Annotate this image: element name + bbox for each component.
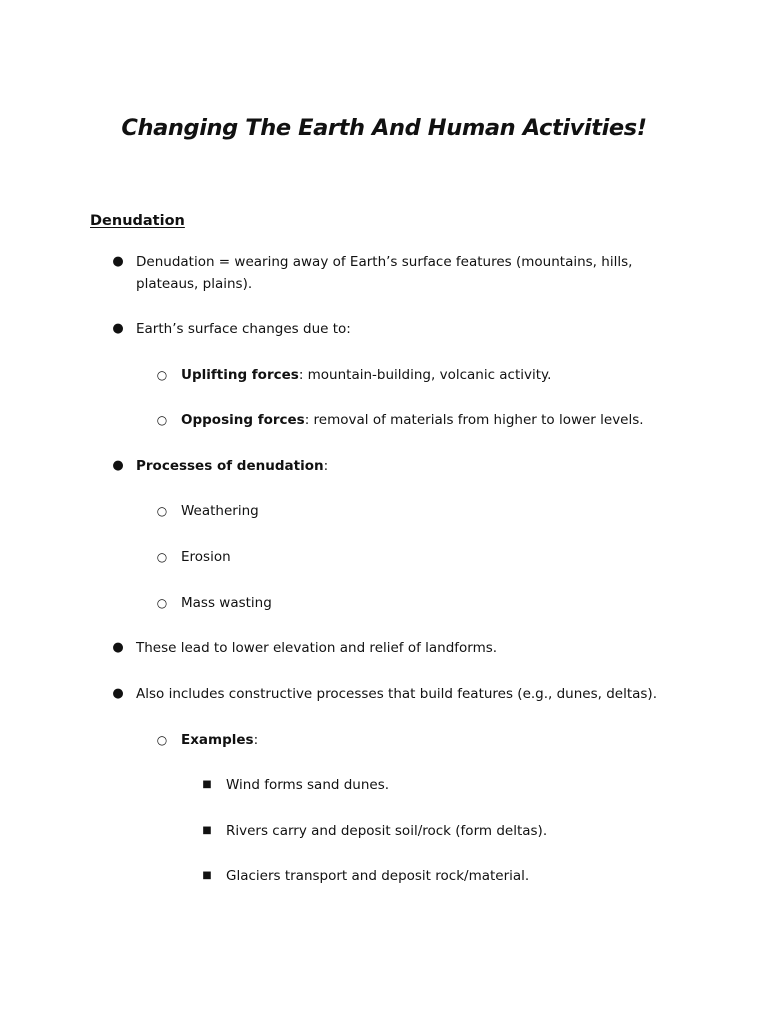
sub-sub-bullet-marker: ■ bbox=[202, 870, 212, 881]
sub-sub-bullet-marker: ■ bbox=[202, 779, 212, 790]
bullet-marker: ● bbox=[112, 458, 124, 473]
sub-bullet-marker: ○ bbox=[156, 413, 168, 427]
term-description: : bbox=[323, 458, 329, 474]
list-item: Rivers carry and deposit soil/rock (form deltas). bbox=[226, 823, 548, 839]
bullet-marker: ● bbox=[112, 640, 124, 655]
sub-bullet-marker: ○ bbox=[156, 368, 168, 382]
list-item: Denudation = wearing away of Earth’s surface features (mountains, hills, plateaus, plains). bbox=[136, 254, 633, 292]
section-heading: Denudation bbox=[90, 213, 185, 229]
sub-sub-bullet-marker: ■ bbox=[202, 825, 212, 836]
sub-bullet-marker: ○ bbox=[156, 550, 168, 564]
term-label: Examples bbox=[181, 732, 254, 748]
term-description: : bbox=[253, 732, 259, 748]
list-item bbox=[181, 729, 258, 751]
list-item: Earth’s surface changes due to: bbox=[136, 321, 351, 337]
list-item bbox=[136, 455, 328, 477]
list-item bbox=[181, 409, 644, 431]
term-label: Opposing forces bbox=[181, 412, 305, 428]
sub-bullet-marker: ○ bbox=[156, 733, 168, 747]
list-item: Glaciers transport and deposit rock/material. bbox=[226, 868, 530, 884]
list-item bbox=[181, 364, 551, 386]
bullet-marker: ● bbox=[112, 686, 124, 701]
list-item: Erosion bbox=[181, 549, 231, 565]
list-item: Weathering bbox=[181, 503, 259, 519]
list-item: Also includes constructive processes that build features (e.g., dunes, deltas). bbox=[136, 686, 657, 702]
sub-bullet-marker: ○ bbox=[156, 504, 168, 518]
bullet-marker: ● bbox=[112, 254, 124, 269]
term-label: Uplifting forces bbox=[181, 367, 299, 383]
sub-bullet-marker: ○ bbox=[156, 596, 168, 610]
term-label: Processes of denudation bbox=[136, 458, 324, 474]
bullet-marker: ● bbox=[112, 321, 124, 336]
list-item: These lead to lower elevation and relief of landforms. bbox=[136, 640, 498, 656]
term-description: : mountain-building, volcanic activity. bbox=[298, 367, 552, 383]
list-item: Mass wasting bbox=[181, 595, 272, 611]
list-item: Wind forms sand dunes. bbox=[226, 777, 390, 793]
term-description: : removal of materials from higher to lower levels. bbox=[304, 412, 644, 428]
page-title: Changing The Earth And Human Activities! bbox=[121, 115, 647, 141]
